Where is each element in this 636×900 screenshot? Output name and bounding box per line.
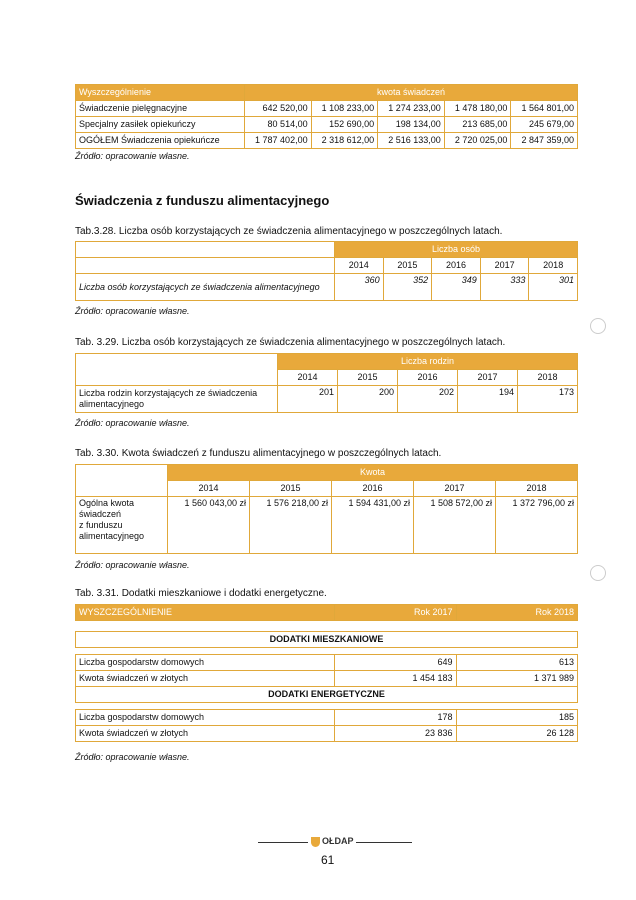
t2-cell: 360	[335, 274, 384, 301]
t5-row-label: Liczba gospodarstw domowych	[76, 655, 335, 671]
table-row	[76, 101, 578, 117]
t2-cell: 333	[480, 274, 529, 301]
t2-empty-corner	[76, 242, 335, 258]
t1-cell: 2 720 025,00	[444, 133, 511, 149]
t1-cell: 152 690,00	[311, 117, 378, 133]
t4-header: Kwota	[168, 465, 578, 481]
crest-icon	[311, 837, 320, 847]
t4-year: 2018	[496, 481, 578, 497]
t4-cell: 1 576 218,00 zł	[250, 497, 332, 554]
t1-cell: 1 478 180,00	[444, 101, 511, 117]
t4-row-label-line: świadczeń	[79, 509, 122, 519]
punch-hole-decoration	[590, 565, 606, 581]
table-row	[76, 133, 578, 149]
footer-logo	[311, 836, 354, 847]
t2-year: 2017	[480, 258, 529, 274]
table-amounts	[75, 464, 578, 554]
t2-year: 2014	[335, 258, 384, 274]
t1-header-label: Wyszczególnienie	[76, 85, 245, 101]
t5-section-housing: DODATKI MIESZKANIOWE	[76, 632, 578, 648]
t4-corner	[76, 481, 168, 497]
table-row	[76, 726, 578, 742]
t1-cell: 213 685,00	[444, 117, 511, 133]
t2-corner	[76, 258, 335, 274]
t3-cell: 200	[338, 386, 398, 413]
t3-empty-corner	[76, 354, 278, 370]
t1-cell: 245 679,00	[511, 117, 578, 133]
table-care-benefits	[75, 84, 578, 149]
t5-row-label: Kwota świadczeń w złotych	[76, 726, 335, 742]
table-families	[75, 353, 578, 413]
footer-rule-right	[356, 842, 412, 843]
t5-spacer	[76, 621, 578, 632]
table-row	[76, 117, 578, 133]
table-row	[76, 710, 578, 726]
t4-cell: 1 594 431,00 zł	[332, 497, 414, 554]
t1-row-label: OGÓŁEM Świadczenia opiekuńcze	[76, 133, 245, 149]
t4-row-label-line: z funduszu	[79, 520, 123, 530]
footer-rule-left	[258, 842, 308, 843]
t1-source: Źródło: opracowanie własne.	[75, 151, 190, 161]
t4-cell: 1 560 043,00 zł	[168, 497, 250, 554]
footer-logo-text: OŁDAP	[322, 836, 354, 846]
t5-cell: 185	[456, 710, 578, 726]
t5-row-label: Liczba gospodarstw domowych	[76, 710, 335, 726]
t2-row-label: Liczba osób korzystających ze świadczenia alimentacyjnego	[76, 274, 335, 301]
t5-cell: 26 128	[456, 726, 578, 742]
t1-cell: 1 108 233,00	[311, 101, 378, 117]
t3-caption: Tab. 3.29. Liczba osób korzystających ze świadczenia alimentacyjnego w poszczególnych latach.	[75, 337, 506, 348]
t3-header: Liczba rodzin	[278, 354, 578, 370]
t1-cell: 1 274 233,00	[378, 101, 445, 117]
t5-source: Źródło: opracowanie własne.	[75, 752, 190, 762]
punch-hole-decoration	[590, 318, 606, 334]
t3-year: 2017	[458, 370, 518, 386]
t1-cell: 2 318 612,00	[311, 133, 378, 149]
t2-cell: 352	[383, 274, 432, 301]
t4-caption: Tab. 3.30. Kwota świadczeń z funduszu alimentacyjnego w poszczególnych latach.	[75, 448, 442, 459]
t5-caption: Tab. 3.31. Dodatki mieszkaniowe i dodatki energetyczne.	[75, 588, 327, 599]
t1-header-amount: kwota świadczeń	[245, 85, 578, 101]
t2-cell: 349	[432, 274, 481, 301]
t3-corner	[76, 370, 278, 386]
table-row	[76, 274, 578, 301]
t3-source: Źródło: opracowanie własne.	[75, 418, 190, 428]
t1-cell: 1 787 402,00	[245, 133, 312, 149]
t2-year: 2016	[432, 258, 481, 274]
t3-year: 2016	[398, 370, 458, 386]
t2-header: Liczba osób	[335, 242, 578, 258]
t3-cell: 202	[398, 386, 458, 413]
section-heading: Świadczenia z funduszu alimentacyjnego	[75, 193, 330, 208]
table-persons	[75, 241, 578, 301]
t4-source: Źródło: opracowanie własne.	[75, 560, 190, 570]
t5-cell: 23 836	[335, 726, 457, 742]
t5-spacer	[76, 648, 578, 655]
t4-cell: 1 372 796,00 zł	[496, 497, 578, 554]
t1-cell: 2 516 133,00	[378, 133, 445, 149]
t3-row-label: Liczba rodzin korzystających ze świadczenia alimentacyjnego	[76, 386, 278, 413]
t3-cell: 201	[278, 386, 338, 413]
t1-cell: 2 847 359,00	[511, 133, 578, 149]
t2-caption: Tab.3.28. Liczba osób korzystających ze świadczenia alimentacyjnego w poszczególnych latach.	[75, 226, 503, 237]
t2-source: Źródło: opracowanie własne.	[75, 306, 190, 316]
t4-year: 2017	[414, 481, 496, 497]
t3-cell: 194	[458, 386, 518, 413]
t4-empty-corner	[76, 465, 168, 481]
page-number: 61	[321, 853, 335, 867]
t5-cell: 649	[335, 655, 457, 671]
t4-cell: 1 508 572,00 zł	[414, 497, 496, 554]
t3-year: 2014	[278, 370, 338, 386]
t1-cell: 80 514,00	[245, 117, 312, 133]
t5-spacer	[76, 703, 578, 710]
t1-row-label: Specjalny zasiłek opiekuńczy	[76, 117, 245, 133]
table-row	[76, 655, 578, 671]
table-row	[76, 671, 578, 687]
t5-cell: 178	[335, 710, 457, 726]
t4-row-label	[76, 497, 168, 554]
t5-header-2017: Rok 2017	[335, 605, 457, 621]
t4-row-label-line: Ogólna kwota	[79, 498, 135, 508]
t1-row-label: Świadczenie pielęgnacyjne	[76, 101, 245, 117]
t5-header-label: WYSZCZEGÓLNIENIE	[76, 605, 335, 621]
t2-cell: 301	[529, 274, 578, 301]
t4-year: 2015	[250, 481, 332, 497]
t3-year: 2015	[338, 370, 398, 386]
t1-cell: 198 134,00	[378, 117, 445, 133]
table-allowances	[75, 604, 578, 742]
t5-header-2018: Rok 2018	[456, 605, 578, 621]
t5-cell: 1 454 183	[335, 671, 457, 687]
t5-cell: 1 371 989	[456, 671, 578, 687]
t2-year: 2018	[529, 258, 578, 274]
t1-cell: 642 520,00	[245, 101, 312, 117]
t2-year: 2015	[383, 258, 432, 274]
t4-row-label-line: alimentacyjnego	[79, 531, 145, 541]
t3-cell: 173	[518, 386, 578, 413]
t5-cell: 613	[456, 655, 578, 671]
table-row	[76, 386, 578, 413]
t5-row-label: Kwota świadczeń w złotych	[76, 671, 335, 687]
t1-cell: 1 564 801,00	[511, 101, 578, 117]
t4-year: 2016	[332, 481, 414, 497]
table-row	[76, 497, 578, 554]
t3-year: 2018	[518, 370, 578, 386]
t5-section-energy: DODATKI ENERGETYCZNE	[76, 687, 578, 703]
t4-year: 2014	[168, 481, 250, 497]
